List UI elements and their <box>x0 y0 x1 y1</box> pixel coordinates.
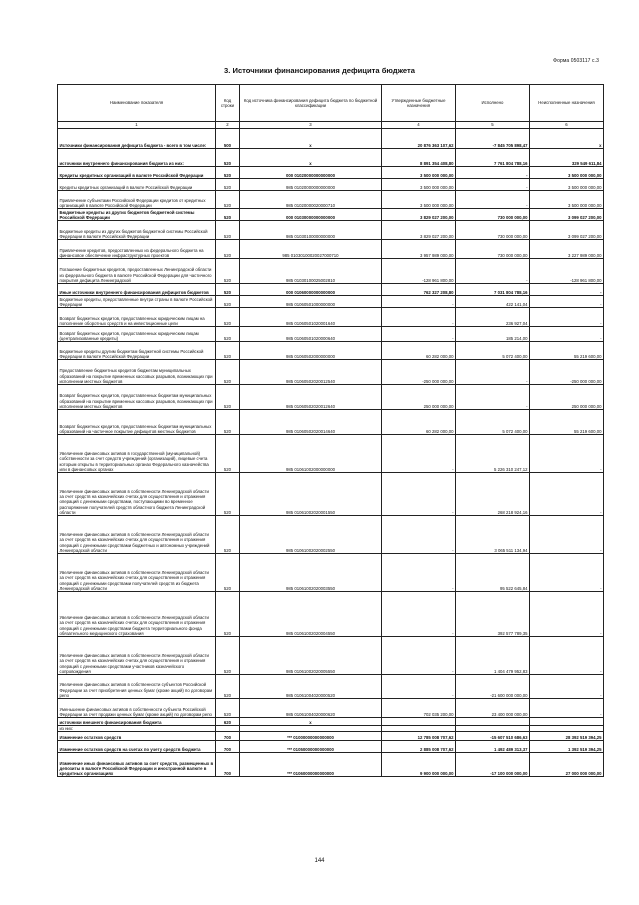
header-approved: Утвержденные бюджетные назначения <box>382 85 456 122</box>
column-number-row <box>58 122 604 129</box>
row-name: Увеличение финансовых активов в государственной (муниципальной) собственности за счет средств учреждений (организаций), лицевые счета которым открыты в территориальных органах Федерального казначейства или в финансовых органах <box>58 435 216 473</box>
table-row <box>58 435 604 473</box>
row-executed: 5 072 400,00 <box>456 342 530 360</box>
row-name: из них: <box>58 726 216 732</box>
row-name: Увеличение финансовых активов в собственности субъектов Российской Федерации за счет приобретения ценных бумаг (кроме акций) по договорам репо <box>58 675 216 699</box>
row-name: Источники финансирования дефицита бюджета - всего в том числе: <box>58 129 216 149</box>
section-title: 3. Источники финансирования дефицита бюджета <box>224 66 415 75</box>
row-name: Изменение иных финансовых активов за счет средств, размещенных в депозиты в валюте Российской Федерации и иностранной валюте в кредитных организациях <box>58 753 216 777</box>
header-indicator-name: Наименование показателя <box>58 85 216 122</box>
header-line-code: Код строки <box>216 85 240 122</box>
row-name: Возврат бюджетных кредитов, предоставленных бюджетам муниципальных образований на покрытие временных кассовых разрывов, возникающих при исполнении местных бюджетов <box>58 385 216 410</box>
table-row <box>58 149 604 167</box>
row-line-code: 520 <box>216 342 240 360</box>
table-row <box>58 699 604 718</box>
row-name: Бюджетные кредиты из других бюджетов бюджетной системы Российской Федерации в валюте Российской Федерации <box>58 221 216 240</box>
row-name: Привлечение кредитов, предоставленных из федерального бюджета на финансовое обеспечение инфраструктурных проектов <box>58 240 216 259</box>
row-unexecuted: - <box>530 637 604 675</box>
row-executed: 1 492 489 313,37 <box>456 741 530 753</box>
row-name: Увеличение финансовых активов в собственности Ленинградской области за счет средств на казначейских счетах для осуществления и отражения операций с денежными средствами участников казначейского сопровождения <box>58 637 216 675</box>
table-row <box>58 308 604 327</box>
row-executed: - <box>456 259 530 284</box>
table-row <box>58 732 604 741</box>
row-line-code: 520 <box>216 259 240 284</box>
row-name: Привлечение субъектами Российской Федерации кредитов от кредитных организаций в валюте Российской Федерации <box>58 191 216 209</box>
table-row <box>58 554 604 592</box>
row-unexecuted: - <box>530 435 604 473</box>
row-name: Бюджетные кредиты из других бюджетов бюджетной системы Российской Федерации <box>58 209 216 221</box>
row-approved: 3 500 000 000,00 <box>382 179 456 191</box>
row-unexecuted: 3 500 000 000,00 <box>530 179 604 191</box>
row-classification-code: *** 01000000000000000 <box>240 732 382 741</box>
row-classification-code: 985 01020000020000710 <box>240 191 382 209</box>
row-approved: - <box>382 637 456 675</box>
row-line-code: 520 <box>216 360 240 385</box>
row-line-code: 520 <box>216 308 240 327</box>
row-executed: - <box>456 179 530 191</box>
row-classification-code: 985 01060502000000000 <box>240 342 382 360</box>
row-unexecuted: x <box>530 129 604 149</box>
table-row <box>58 741 604 753</box>
column-number: 2 <box>216 122 240 129</box>
table-row <box>58 167 604 179</box>
table-row <box>58 191 604 209</box>
table-row <box>58 753 604 777</box>
row-name: Увеличение финансовых активов в собственности Ленинградской области за счет средств на казначейских счетах для осуществления и отражения операций с денежными средствами бюджетных и автономных учреждений Ленинградской области <box>58 516 216 554</box>
row-line-code: 520 <box>216 191 240 209</box>
row-line-code: 520 <box>216 240 240 259</box>
column-number: 4 <box>382 122 456 129</box>
row-line-code: 500 <box>216 129 240 149</box>
row-approved: 3 957 989 000,00 <box>382 240 456 259</box>
row-classification-code: x <box>240 718 382 726</box>
row-line-code: 520 <box>216 410 240 435</box>
table-row <box>58 342 604 360</box>
row-classification-code: 985 01061002020004550 <box>240 592 382 637</box>
row-classification-code: 000 01030000000000000 <box>240 209 382 221</box>
row-line-code: 520 <box>216 473 240 516</box>
row-name: Бюджетные кредиты другим бюджетам бюджетной системы Российской Федерации в валюте Российской Федерации <box>58 342 216 360</box>
row-unexecuted <box>530 718 604 726</box>
row-executed: 392 577 789,35 <box>456 592 530 637</box>
row-unexecuted: -250 000 000,00 <box>530 360 604 385</box>
row-executed: 1 404 479 952,83 <box>456 637 530 675</box>
form-code: Форма 0503117 с.3 <box>553 58 599 64</box>
row-executed: - <box>456 385 530 410</box>
table-row <box>58 327 604 342</box>
row-executed: 7 031 804 788,16 <box>456 284 530 296</box>
row-approved: 8 891 354 408,80 <box>382 149 456 167</box>
row-name: Кредиты кредитных организаций в валюте Российской Федерации <box>58 167 216 179</box>
row-line-code: 700 <box>216 753 240 777</box>
row-name: Изменение остатков средств <box>58 732 216 741</box>
row-approved: - <box>382 554 456 592</box>
row-unexecuted: - <box>530 284 604 296</box>
row-unexecuted: 3 227 989 000,00 <box>530 240 604 259</box>
table-row <box>58 592 604 637</box>
row-classification-code: 985 01061002020002550 <box>240 516 382 554</box>
row-unexecuted: - <box>530 308 604 327</box>
row-classification-code: 985 01061002020003550 <box>240 554 382 592</box>
row-name: Кредиты кредитных организаций в валюте Российской Федерации <box>58 179 216 191</box>
row-approved: 3 829 027 200,00 <box>382 209 456 221</box>
row-unexecuted: 250 000 000,00 <box>530 385 604 410</box>
table-row <box>58 473 604 516</box>
row-approved: 60 282 000,00 <box>382 342 456 360</box>
row-executed: -17 100 000 000,00 <box>456 753 530 777</box>
table-row <box>58 296 604 308</box>
row-approved <box>382 718 456 726</box>
table-row <box>58 675 604 699</box>
row-classification-code: 985 01060501020001640 <box>240 308 382 327</box>
row-name: Уменьшение финансовых активов в собственности субъекта Российской Федерации за счет продажи ценных бумаг (кроме акций) по договорам репо <box>58 699 216 718</box>
row-name: Увеличение финансовых активов в собственности Ленинградской области за счет средств на казначейских счетах для осуществления и отражения операций с денежными средствами, поступающими во временное распоряжение получателей средств областного бюджета Ленинградской области <box>58 473 216 516</box>
row-executed: - <box>456 360 530 385</box>
row-approved: 250 000 000,00 <box>382 385 456 410</box>
row-name: Возврат бюджетных кредитов, предоставленных бюджетам муниципальных образований на частичное покрытие дефицитов местных бюджетов <box>58 410 216 435</box>
row-executed: 5 226 310 247,12 <box>456 435 530 473</box>
row-approved: 9 900 000 000,00 <box>382 753 456 777</box>
table-row <box>58 516 604 554</box>
row-name: источники внешнего финансирования бюджета <box>58 718 216 726</box>
row-classification-code: 985 01060501020000640 <box>240 327 382 342</box>
row-classification-code: 985 01060502020012540 <box>240 360 382 385</box>
row-unexecuted: - <box>530 554 604 592</box>
table-row <box>58 637 604 675</box>
table-row <box>58 221 604 240</box>
row-line-code: 520 <box>216 699 240 718</box>
row-classification-code: 985 01061004020000620 <box>240 699 382 718</box>
row-executed <box>456 718 530 726</box>
row-approved: 20 876 363 107,62 <box>382 129 456 149</box>
row-unexecuted: - <box>530 296 604 308</box>
row-line-code: 520 <box>216 637 240 675</box>
row-executed: -21 600 000 000,00 <box>456 675 530 699</box>
row-classification-code: 985 01061002020005550 <box>240 637 382 675</box>
row-approved: - <box>382 473 456 516</box>
header-unexecuted: Неисполненные назначения <box>530 85 604 122</box>
row-unexecuted: 3 099 027 200,00 <box>530 221 604 240</box>
row-approved: - <box>382 296 456 308</box>
row-classification-code: 985 01060502020012640 <box>240 385 382 410</box>
row-line-code: 520 <box>216 385 240 410</box>
row-name: Бюджетные кредиты, предоставленные внутри страны в валюте Российской Федерации <box>58 296 216 308</box>
row-classification-code: *** 01060000000000000 <box>240 753 382 777</box>
row-line-code: 520 <box>216 296 240 308</box>
row-classification-code: 000 01020000000000000 <box>240 167 382 179</box>
row-name: Погашение бюджетных кредитов, предоставленных Ленинградской области из федерального бюджета в валюте Российской Федерации для частичного покрытия дефицита Ленинградской <box>58 259 216 284</box>
row-executed: -15 607 510 686,63 <box>456 732 530 741</box>
row-classification-code: 985 01030100000000000 <box>240 221 382 240</box>
row-line-code: 520 <box>216 149 240 167</box>
row-executed: 5 072 400,00 <box>456 410 530 435</box>
row-line-code: 520 <box>216 592 240 637</box>
page-number: 144 <box>314 858 325 864</box>
row-line-code: 520 <box>216 179 240 191</box>
row-classification-code: 985 01061002020001550 <box>240 473 382 516</box>
row-approved: 3 829 027 200,00 <box>382 221 456 240</box>
column-number: 6 <box>530 122 604 129</box>
row-classification-code: 000 01060000000000000 <box>240 284 382 296</box>
financing-sources-table <box>57 84 604 777</box>
column-number: 1 <box>58 122 216 129</box>
row-name: Иные источники внутреннего финансирования дефицитов бюджетов <box>58 284 216 296</box>
row-classification-code: 985 01030100025002810 <box>240 259 382 284</box>
row-executed: - <box>456 167 530 179</box>
row-line-code: 700 <box>216 741 240 753</box>
row-executed: 7 761 804 788,16 <box>456 149 530 167</box>
table-header-row <box>58 85 604 122</box>
row-approved: 702 035 200,00 <box>382 699 456 718</box>
row-line-code: 700 <box>216 732 240 741</box>
row-line-code: 520 <box>216 167 240 179</box>
row-name: Предоставление бюджетных кредитов бюджетам муниципальных образований на покрытие временных кассовых разрывов, возникающих при исполнении местных бюджетов <box>58 360 216 385</box>
header-budget-classification-code: Код источника финансирования дефицита бюджета по бюджетной классификации <box>240 85 382 122</box>
row-line-code: 520 <box>216 435 240 473</box>
row-classification-code: *** 01050000000000000 <box>240 741 382 753</box>
table-body <box>58 129 604 777</box>
row-name: Возврат бюджетных кредитов, предоставленных юридическим лицам на пополнение оборотных средств и на инвестиционные цели <box>58 308 216 327</box>
row-line-code: 520 <box>216 675 240 699</box>
row-unexecuted: 27 000 000 000,00 <box>530 753 604 777</box>
row-unexecuted: -128 961 800,00 <box>530 259 604 284</box>
row-line-code: 520 <box>216 221 240 240</box>
row-name: Изменение остатков средств на счетах по учету средств бюджета <box>58 741 216 753</box>
row-classification-code: 985 01060502020014640 <box>240 410 382 435</box>
row-executed: 730 000 000,00 <box>456 240 530 259</box>
row-executed: 730 000 000,00 <box>456 221 530 240</box>
row-executed: 95 522 645,84 <box>456 554 530 592</box>
row-approved: 3 500 000 000,00 <box>382 191 456 209</box>
row-approved: 12 785 008 707,62 <box>382 732 456 741</box>
row-executed: -7 845 705 898,47 <box>456 129 530 149</box>
row-unexecuted: - <box>530 699 604 718</box>
column-number: 3 <box>240 122 382 129</box>
row-approved: -250 000 000,00 <box>382 360 456 385</box>
row-approved: - <box>382 308 456 327</box>
row-approved: 60 282 000,00 <box>382 410 456 435</box>
row-unexecuted: - <box>530 675 604 699</box>
row-name: источники внутреннего финансирования бюджета из них: <box>58 149 216 167</box>
row-classification-code: 985 01061004020000520 <box>240 675 382 699</box>
row-unexecuted: 55 219 600,00 <box>530 410 604 435</box>
row-line-code: 520 <box>216 516 240 554</box>
row-unexecuted: 3 500 000 000,00 <box>530 191 604 209</box>
row-unexecuted: - <box>530 327 604 342</box>
row-unexecuted: 3 500 000 000,00 <box>530 167 604 179</box>
row-approved: 3 500 000 000,00 <box>382 167 456 179</box>
row-approved: - <box>382 592 456 637</box>
column-number: 5 <box>456 122 530 129</box>
row-line-code: 520 <box>216 554 240 592</box>
table-row <box>58 385 604 410</box>
row-executed: 422 141,04 <box>456 296 530 308</box>
table-row <box>58 410 604 435</box>
row-classification-code: 985 01060501000000000 <box>240 296 382 308</box>
row-name: Увеличение финансовых активов в собственности Ленинградской области за счет средств на казначейских счетах для осуществления и отражения операций с денежными средствами получателей средств из бюджета Ленинградской области <box>58 554 216 592</box>
row-name: Возврат бюджетных кредитов, предоставленных юридическим лицам (централизованные кредиты) <box>58 327 216 342</box>
table-row <box>58 718 604 726</box>
row-unexecuted: 1 392 519 394,25 <box>530 741 604 753</box>
row-classification-code: x <box>240 149 382 167</box>
table-row <box>58 259 604 284</box>
row-unexecuted: 28 392 519 394,25 <box>530 732 604 741</box>
row-name: Увеличение финансовых активов в собственности Ленинградской области за счет средств на казначейских счетах для осуществления и отражения операций с денежными средствами бюджета территориального фонда обязательного медицинского страхования <box>58 592 216 637</box>
row-unexecuted: - <box>530 516 604 554</box>
row-classification-code: x <box>240 129 382 149</box>
row-unexecuted: 55 219 600,00 <box>530 342 604 360</box>
row-classification-code: 985 01030100020027000710 <box>240 240 382 259</box>
row-classification-code: 985 01020000000000000 <box>240 179 382 191</box>
table-row <box>58 179 604 191</box>
row-line-code: 520 <box>216 209 240 221</box>
row-approved: - <box>382 327 456 342</box>
row-executed: 730 000 000,00 <box>456 209 530 221</box>
row-unexecuted: - <box>530 592 604 637</box>
table-row <box>58 209 604 221</box>
row-classification-code: 985 01061002000000000 <box>240 435 382 473</box>
row-approved: 762 327 208,80 <box>382 284 456 296</box>
row-unexecuted: 3 099 027 200,00 <box>530 209 604 221</box>
row-unexecuted: - <box>530 473 604 516</box>
row-executed: 268 218 924,16 <box>456 473 530 516</box>
row-line-code: 620 <box>216 718 240 726</box>
row-executed: 236 927,04 <box>456 308 530 327</box>
row-approved: - <box>382 516 456 554</box>
row-approved: 2 885 008 707,62 <box>382 741 456 753</box>
table-row <box>58 240 604 259</box>
row-executed: 185 214,00 <box>456 327 530 342</box>
row-approved: - <box>382 435 456 473</box>
row-executed: 23 400 000 000,00 <box>456 699 530 718</box>
row-line-code: 520 <box>216 327 240 342</box>
row-executed: 3 065 511 134,94 <box>456 516 530 554</box>
table-row <box>58 129 604 149</box>
row-unexecuted: 329 549 611,84 <box>530 149 604 167</box>
row-approved: - <box>382 675 456 699</box>
header-executed: Исполнено <box>456 85 530 122</box>
row-approved: -128 961 800,00 <box>382 259 456 284</box>
row-line-code: 520 <box>216 284 240 296</box>
table-row <box>58 360 604 385</box>
table-row <box>58 284 604 296</box>
row-executed: - <box>456 191 530 209</box>
